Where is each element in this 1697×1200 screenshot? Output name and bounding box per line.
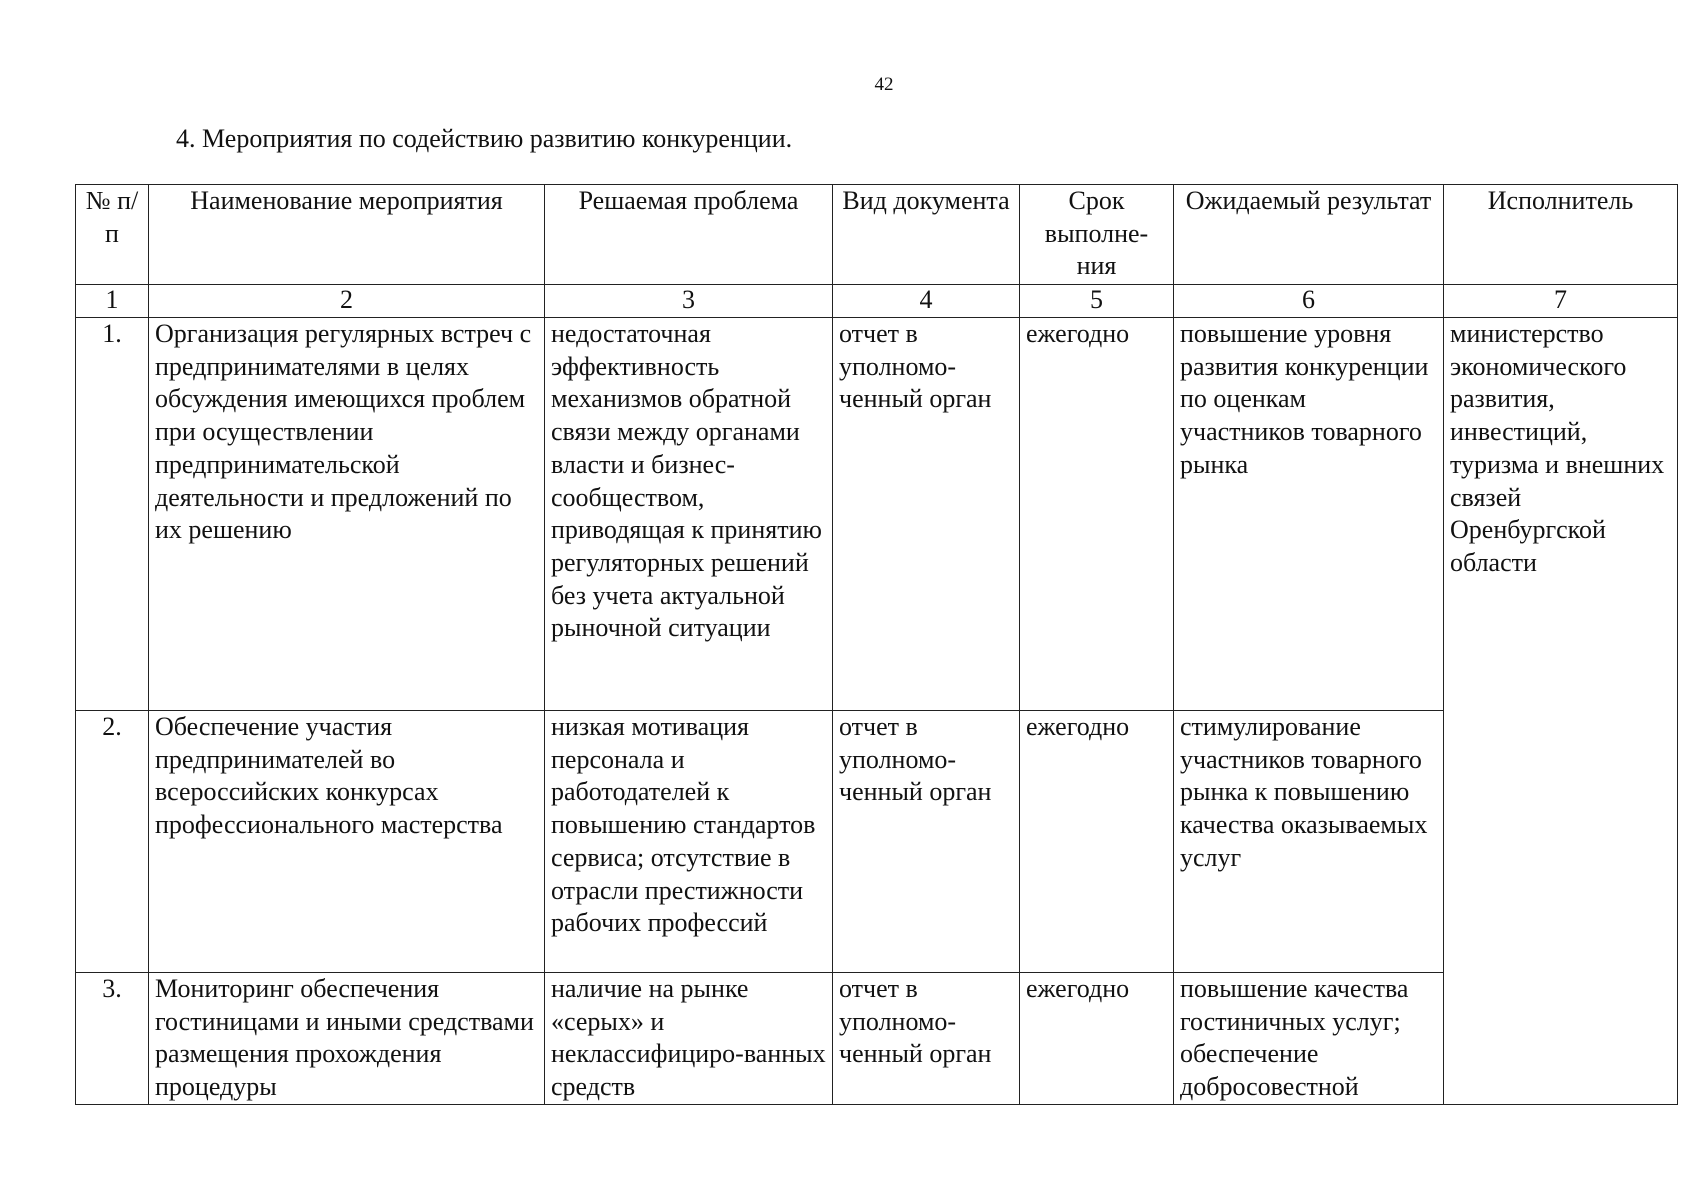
measures-table (75, 184, 1678, 1105)
header-cell-doc-type: Вид документа (833, 185, 1020, 285)
measure-name: Обеспечение участия предпринимателей во всероссийских конкурсах профессионального мастерства (149, 711, 545, 973)
page-number: 42 (874, 74, 894, 95)
table-row (76, 973, 1678, 1105)
header-cell-executor: Исполнитель (1444, 185, 1678, 285)
doc-type-cell: отчет в уполномо-ченный орган (833, 318, 1020, 711)
header-cell-name: Наименование мероприятия (149, 185, 545, 285)
column-number: 1 (76, 285, 149, 318)
doc-type-cell: отчет в уполномо-ченный орган (833, 711, 1020, 973)
header-cell-deadline: Срок выполне-ния (1020, 185, 1174, 285)
table-row (76, 318, 1678, 711)
row-number: 1. (76, 318, 149, 711)
row-number: 2. (76, 711, 149, 973)
column-number: 2 (149, 285, 545, 318)
column-number: 5 (1020, 285, 1174, 318)
executor-cell: министерство экономического развития, инвестиций, туризма и внешних связей Оренбургской области (1444, 318, 1678, 1105)
section-title: 4. Мероприятия по содействию развитию конкуренции. (176, 124, 793, 153)
header-cell-result: Ожидаемый результат (1174, 185, 1444, 285)
row-number: 3. (76, 973, 149, 1105)
problem-cell: недостаточная эффективность механизмов обратной связи между органами власти и бизнес-сообществом, приводящая к принятию регуляторных решений без учета актуальной рыночной ситуации (545, 318, 833, 711)
header-cell-problem: Решаемая проблема (545, 185, 833, 285)
result-cell: повышение качества гостиничных услуг; обеспечение добросовестной (1174, 973, 1444, 1105)
column-number: 3 (545, 285, 833, 318)
problem-cell: наличие на рынке «серых» и неклассифициро-ванных средств (545, 973, 833, 1105)
doc-type-cell: отчет в уполномо-ченный орган (833, 973, 1020, 1105)
column-number: 7 (1444, 285, 1678, 318)
header-cell-number: № п/п (76, 185, 149, 285)
result-cell: стимулирование участников товарного рынка к повышению качества оказываемых услуг (1174, 711, 1444, 973)
column-number-row (76, 285, 1678, 318)
measure-name: Мониторинг обеспечения гостиницами и иными средствами размещения прохождения процедуры (149, 973, 545, 1105)
deadline-cell: ежегодно (1020, 711, 1174, 973)
column-number: 4 (833, 285, 1020, 318)
deadline-cell: ежегодно (1020, 973, 1174, 1105)
deadline-cell: ежегодно (1020, 318, 1174, 711)
problem-cell: низкая мотивация персонала и работодателей к повышению стандартов сервиса; отсутствие в отрасли престижности рабочих профессий (545, 711, 833, 973)
column-number: 6 (1174, 285, 1444, 318)
result-cell: повышение уровня развития конкуренции по оценкам участников товарного рынка (1174, 318, 1444, 711)
table-header-row (76, 185, 1678, 285)
measure-name: Организация регулярных встреч с предпринимателями в целях обсуждения имеющихся проблем при осуществлении предпринимательской деятельности и предложений по их решению (149, 318, 545, 711)
table-row (76, 711, 1678, 973)
